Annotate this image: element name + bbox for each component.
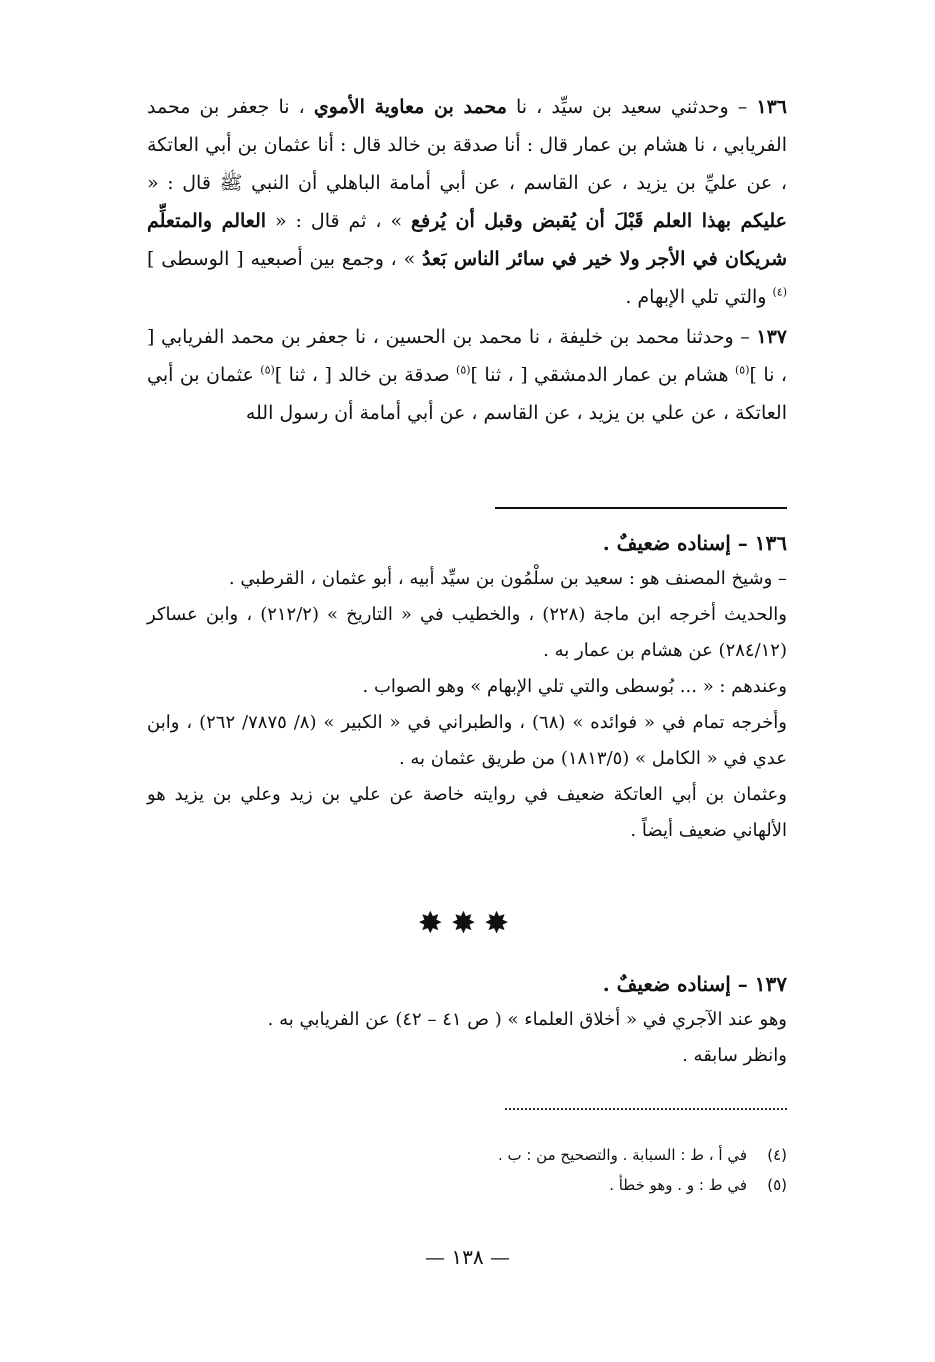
hadith-137 xyxy=(147,318,787,432)
footnote-ref: (٥) xyxy=(260,363,275,377)
commentary-line: وعثمان بن أبي العاتكة ضعيف في روايته خاصة عن علي بن زيد وعلي بن يزيد هو الألهاني ضعيف أيضاً . xyxy=(147,784,787,841)
hadith-quote: عليكم بهذا العلم قَبْلَ أن يُقبض وقبل أن يُرفع xyxy=(411,210,788,232)
footnote-text: في ط : و . وهو خطأ . xyxy=(609,1176,747,1194)
section-divider xyxy=(495,507,787,509)
footnote-number: (٥) xyxy=(767,1176,787,1194)
hadith-quote: العالم والمتعلِّم شريكان في الأجر ولا خير في سائر الناس بَعدُ xyxy=(147,210,787,270)
chain-text: هشام بن عمار الدمشقي [ ، ثنا ] xyxy=(470,364,735,386)
chain-text: – وحدثني سعيد بن سيِّد ، نا xyxy=(506,96,757,118)
commentary-137 xyxy=(147,966,787,1074)
chain-text: » ، وجمع بين أصبعيه [ الوسطى ] xyxy=(147,248,423,270)
page-number: — ١٣٨ — xyxy=(425,1245,510,1269)
hadith-number: ١٣٧ xyxy=(756,326,787,348)
footnote-ref: (٥) xyxy=(734,363,750,377)
narrator-name: محمد بن معاوية الأموي xyxy=(313,96,507,118)
commentary-line: وعندهم : « ... بُوسطى والتي تلي الإبهام » وهو الصواب . xyxy=(362,676,787,697)
chain-text: ، نا جعفر بن محمد الفريابي ، نا هشام بن عمار قال : أنا صدقة بن خالد قال : أنا عثمان بن أبي العاتكة ، عن عليِّ بن يزيد ، عن القاسم ، عن أبي أمامة الباهلي أن النبي ﷺ قال : « xyxy=(147,96,787,194)
chain-text: عثمان بن أبي العاتكة ، عن علي بن يزيد ، عن القاسم ، عن أبي أمامة أن رسول الله xyxy=(147,364,787,424)
footnote-ref: (٥) xyxy=(456,363,471,377)
footnote-divider xyxy=(505,1108,787,1110)
commentary-line: والحديث أخرجه ابن ماجة (٢٢٨) ، والخطيب في « التاريخ » (٢١٢/٢) ، وابن عساكر (٢٨٤/١٢) عن هشام بن عمار به . xyxy=(147,604,787,661)
footnote-number: (٤) xyxy=(767,1146,787,1164)
chain-text: » ، ثم قال : « xyxy=(266,210,412,232)
commentary-136 xyxy=(147,525,787,849)
commentary-heading: ١٣٦ – إسناده ضعيفٌ . xyxy=(602,531,787,555)
footnote-text: في أ ، ط : السبابة . والتصحيح من : ب . xyxy=(497,1146,747,1164)
footnotes xyxy=(147,1140,787,1200)
commentary-heading: ١٣٧ – إسناده ضعيفٌ . xyxy=(602,972,787,996)
commentary-line: وانظر سابقه . xyxy=(682,1045,787,1066)
hadith-number: ١٣٦ xyxy=(756,96,787,118)
chain-text: والتي تلي الإبهام . xyxy=(625,286,773,308)
footnote-item xyxy=(147,1140,787,1170)
chain-text: صدقة بن خالد [ ، ثنا ] xyxy=(274,364,457,386)
commentary-line: – وشيخ المصنف هو : سعيد بن سلْمُون بن سيِّد أبيه ، أبو عثمان ، القرطبي . xyxy=(228,568,787,589)
commentary-line: وهو عند الآجري في « أخلاق العلماء » ( ص ٤١ – ٤٢) عن الفريابي به . xyxy=(267,1009,787,1030)
main-text xyxy=(147,88,787,432)
star-separator: ✸✸✸ xyxy=(417,906,518,941)
chain-text: – وحدثنا محمد بن خليفة ، نا محمد بن الحسين ، نا جعفر بن محمد الفريابي [ ، نا ] xyxy=(147,326,787,386)
hadith-136 xyxy=(147,88,787,316)
footnote-item xyxy=(147,1170,787,1200)
commentary-line: وأخرجه تمام في « فوائده » (٦٨) ، والطبراني في « الكبير » (٨/ ٧٨٧٥/ ٢٦٢) ، وابن عدي في « الكامل » (١٨١٣/٥) من طريق عثمان به . xyxy=(147,712,787,769)
footnote-ref: (٤) xyxy=(772,285,787,299)
